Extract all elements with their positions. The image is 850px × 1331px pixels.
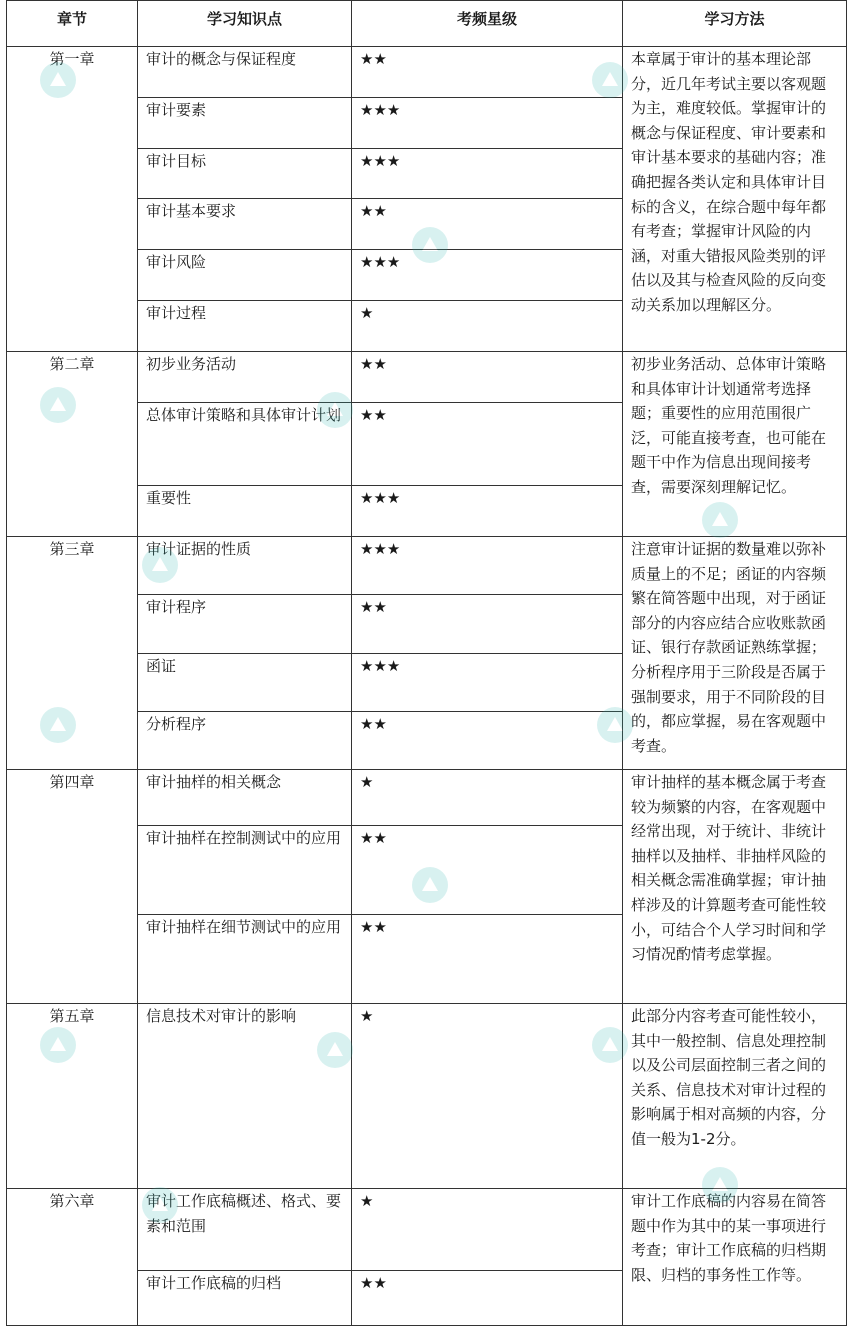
star-rating: ★★★: [352, 98, 623, 149]
knowledge-point: 总体审计策略和具体审计计划: [138, 403, 352, 486]
knowledge-point: 审计程序: [138, 595, 352, 654]
star-rating: ★★★: [352, 250, 623, 301]
study-method: 注意审计证据的数量难以弥补质量上的不足；函证的内容频繁在简答题中出现，对于函证部分的内容应结合应收账款函证、银行存款函证熟练掌握；分析程序用于三阶段是否属于强制要求，用于不同阶段的目的，都应掌握，易在客观题中考查。: [623, 537, 847, 770]
star-rating: ★: [352, 1004, 623, 1189]
chapter-cell: 第三章: [7, 537, 138, 770]
star-rating: ★★: [352, 915, 623, 1004]
study-method: 审计抽样的基本概念属于考查较为频繁的内容，在客观题中经常出现，对于统计、非统计抽样以及抽样、非抽样风险的相关概念需准确掌握；审计抽样涉及的计算题考查可能性较小，可结合个人学习时间和学习情况酌情考虑掌握。: [623, 770, 847, 1004]
study-method: 审计工作底稿的内容易在简答题中作为其中的某一事项进行考查；审计工作底稿的归档期限、归档的事务性工作等。: [623, 1189, 847, 1326]
star-rating: ★★★: [352, 149, 623, 199]
study-method: 初步业务活动、总体审计策略和具体审计计划通常考选择题；重要性的应用范围很广泛，可能直接考查，也可能在题干中作为信息出现间接考查，需要深刻理解记忆。: [623, 352, 847, 537]
header-chapter: 章节: [7, 1, 138, 47]
header-row: [7, 1, 847, 47]
star-rating: ★★: [352, 199, 623, 250]
knowledge-point: 审计抽样的相关概念: [138, 770, 352, 826]
chapter-cell: 第五章: [7, 1004, 138, 1189]
star-rating: ★★: [352, 352, 623, 403]
star-rating: ★: [352, 1189, 623, 1271]
star-rating: ★★★: [352, 654, 623, 712]
table-row: [7, 537, 847, 595]
knowledge-point: 审计抽样在控制测试中的应用: [138, 826, 352, 915]
knowledge-point: 审计目标: [138, 149, 352, 199]
header-method: 学习方法: [623, 1, 847, 47]
knowledge-point: 审计风险: [138, 250, 352, 301]
knowledge-point: 信息技术对审计的影响: [138, 1004, 352, 1189]
knowledge-point: 审计证据的性质: [138, 537, 352, 595]
knowledge-point: 审计工作底稿概述、格式、要素和范围: [138, 1189, 352, 1271]
knowledge-point: 审计工作底稿的归档: [138, 1271, 352, 1326]
star-rating: ★★★: [352, 486, 623, 537]
table-row: [7, 770, 847, 826]
knowledge-point: 重要性: [138, 486, 352, 537]
study-table: [6, 0, 847, 1326]
knowledge-point: 审计抽样在细节测试中的应用: [138, 915, 352, 1004]
chapter-cell: 第二章: [7, 352, 138, 537]
star-rating: ★★: [352, 403, 623, 486]
knowledge-point: 分析程序: [138, 712, 352, 770]
table-row: [7, 1189, 847, 1271]
table-row: [7, 1004, 847, 1189]
knowledge-point: 审计要素: [138, 98, 352, 149]
knowledge-point: 初步业务活动: [138, 352, 352, 403]
header-stars: 考频星级: [352, 1, 623, 47]
knowledge-point: 函证: [138, 654, 352, 712]
study-method: 本章属于审计的基本理论部分，近几年考试主要以客观题为主，难度较低。掌握审计的概念与保证程度、审计要素和审计基本要求的基础内容；准确把握各类认定和具体审计目标的含义，在综合题中每年都有考查；掌握审计风险的内涵，对重大错报风险类别的评估以及其与检查风险的反向变动关系加以理解区分。: [623, 47, 847, 352]
knowledge-point: 审计的概念与保证程度: [138, 47, 352, 98]
star-rating: ★★: [352, 1271, 623, 1326]
chapter-cell: 第四章: [7, 770, 138, 1004]
star-rating: ★★: [352, 595, 623, 654]
knowledge-point: 审计基本要求: [138, 199, 352, 250]
header-point: 学习知识点: [138, 1, 352, 47]
star-rating: ★★: [352, 47, 623, 98]
chapter-cell: 第六章: [7, 1189, 138, 1326]
chapter-cell: 第一章: [7, 47, 138, 352]
table-row: [7, 352, 847, 403]
star-rating: ★★: [352, 712, 623, 770]
table-row: [7, 47, 847, 98]
star-rating: ★★★: [352, 537, 623, 595]
star-rating: ★: [352, 770, 623, 826]
knowledge-point: 审计过程: [138, 301, 352, 352]
star-rating: ★★: [352, 826, 623, 915]
star-rating: ★: [352, 301, 623, 352]
study-method: 此部分内容考查可能性较小，其中一般控制、信息处理控制以及公司层面控制三者之间的关系、信息技术对审计过程的影响属于相对高频的内容，分值一般为1-2分。: [623, 1004, 847, 1189]
